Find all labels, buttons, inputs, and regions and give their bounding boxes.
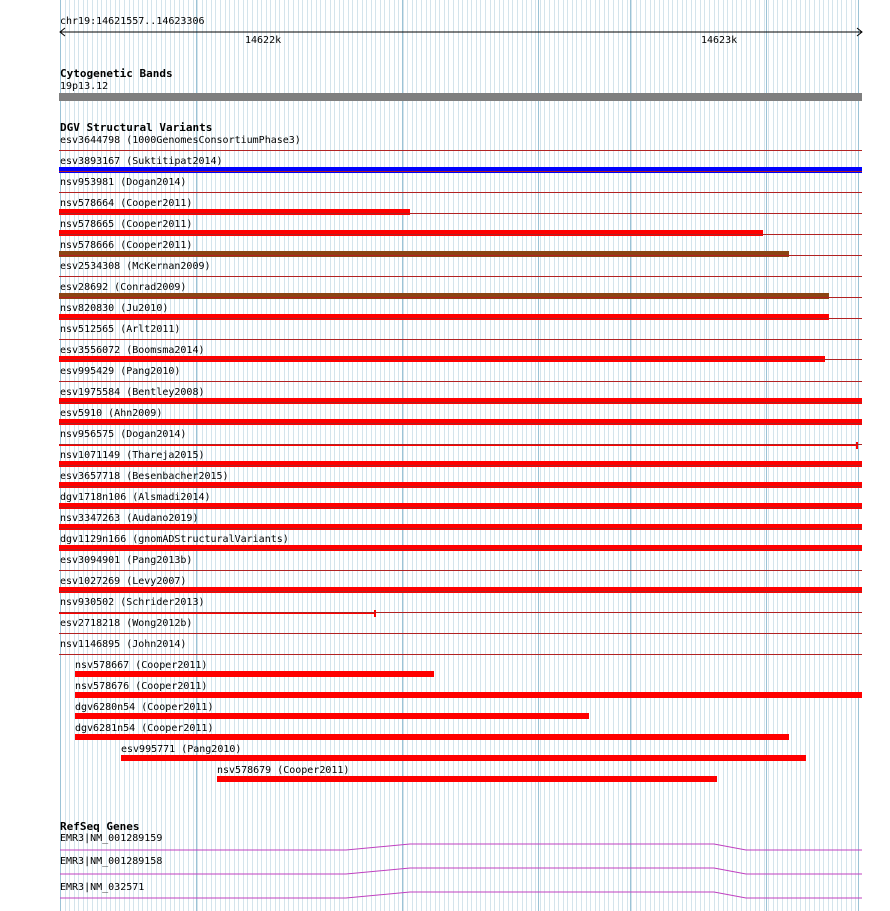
dgv-feature-label[interactable]: nsv578679 (Cooper2011) bbox=[217, 765, 350, 776]
dgv-feature-bar[interactable] bbox=[59, 230, 763, 236]
dgv-row-separator bbox=[59, 381, 862, 382]
refseq-track-title: RefSeq Genes bbox=[60, 820, 140, 833]
dgv-feature-bar[interactable] bbox=[59, 419, 862, 425]
dgv-row-separator bbox=[59, 570, 862, 571]
dgv-feature-bar[interactable] bbox=[75, 671, 434, 677]
dgv-feature-bar[interactable] bbox=[59, 167, 862, 173]
refseq-gene-label[interactable]: EMR3|NM_001289158 bbox=[60, 856, 163, 867]
dgv-feature-bar[interactable] bbox=[59, 545, 862, 551]
dgv-row-separator bbox=[59, 276, 862, 277]
dgv-feature-label[interactable]: esv2718218 (Wong2012b) bbox=[60, 618, 193, 629]
dgv-row-separator bbox=[59, 297, 862, 298]
dgv-feature-label[interactable]: dgv1718n106 (Alsmadi2014) bbox=[60, 492, 211, 503]
dgv-row-separator bbox=[59, 465, 862, 466]
dgv-feature-bar[interactable] bbox=[59, 398, 862, 404]
cytoband-track-title: Cytogenetic Bands bbox=[60, 67, 173, 80]
dgv-row-separator bbox=[59, 486, 862, 487]
dgv-feature-label[interactable]: esv3556072 (Boomsma2014) bbox=[60, 345, 205, 356]
dgv-row-separator bbox=[59, 402, 862, 403]
refseq-gene-label[interactable]: EMR3|NM_032571 bbox=[60, 882, 145, 893]
dgv-feature-label[interactable]: nsv956575 (Dogan2014) bbox=[60, 429, 187, 440]
refseq-gene-model[interactable] bbox=[56, 840, 866, 854]
dgv-feature-label[interactable]: esv5910 (Ahn2009) bbox=[60, 408, 163, 419]
dgv-row-separator bbox=[59, 234, 862, 235]
dgv-feature-label[interactable]: esv3644798 (1000GenomesConsortiumPhase3) bbox=[60, 135, 301, 146]
dgv-feature-bar[interactable] bbox=[59, 503, 862, 509]
ruler-tick-label: 14622k bbox=[245, 35, 282, 46]
dgv-feature-label[interactable]: esv3893167 (Suktitipat2014) bbox=[60, 156, 223, 167]
dgv-feature-label[interactable]: nsv578666 (Cooper2011) bbox=[60, 240, 193, 251]
dgv-feature-bar[interactable] bbox=[59, 251, 789, 257]
dgv-feature-label[interactable]: nsv930502 (Schrider2013) bbox=[60, 597, 205, 608]
refseq-gene-model[interactable] bbox=[56, 888, 866, 902]
dgv-row-separator bbox=[59, 444, 862, 445]
dgv-track-title: DGV Structural Variants bbox=[60, 121, 213, 134]
dgv-feature-label[interactable]: nsv578667 (Cooper2011) bbox=[75, 660, 208, 671]
dgv-feature-label[interactable]: nsv1146895 (John2014) bbox=[60, 639, 187, 650]
ruler-axis bbox=[56, 24, 866, 44]
ruler-location: chr19:14621557..14623306 bbox=[60, 16, 205, 27]
dgv-row-separator bbox=[59, 339, 862, 340]
dgv-feature-label[interactable]: esv995429 (Pang2010) bbox=[60, 366, 181, 377]
dgv-feature-bar[interactable] bbox=[59, 482, 862, 488]
dgv-row-separator bbox=[59, 150, 862, 151]
dgv-feature-bar[interactable] bbox=[59, 293, 829, 299]
dgv-feature-label[interactable]: esv1975584 (Bentley2008) bbox=[60, 387, 205, 398]
dgv-row-separator bbox=[59, 528, 862, 529]
dgv-feature-label[interactable]: dgv6281n54 (Cooper2011) bbox=[75, 723, 214, 734]
dgv-row-separator bbox=[59, 255, 862, 256]
cytoband-bar[interactable] bbox=[59, 93, 862, 101]
dgv-row-separator bbox=[59, 633, 862, 634]
dgv-feature-bar[interactable] bbox=[59, 461, 862, 467]
dgv-feature-label[interactable]: nsv512565 (Arlt2011) bbox=[60, 324, 181, 335]
dgv-feature-bar[interactable] bbox=[59, 209, 410, 215]
dgv-row-separator bbox=[59, 213, 862, 214]
dgv-row-separator bbox=[59, 591, 862, 592]
dgv-feature-label[interactable]: nsv578665 (Cooper2011) bbox=[60, 219, 193, 230]
dgv-feature-bar[interactable] bbox=[59, 524, 862, 530]
dgv-row-separator bbox=[59, 612, 862, 613]
dgv-row-separator bbox=[59, 423, 862, 424]
dgv-feature-bar[interactable] bbox=[75, 692, 862, 698]
dgv-feature-label[interactable]: esv1027269 (Levy2007) bbox=[60, 576, 187, 587]
refseq-gene-label[interactable]: EMR3|NM_001289159 bbox=[60, 833, 163, 844]
dgv-row-separator bbox=[59, 549, 862, 550]
dgv-feature-label[interactable]: esv995771 (Pang2010) bbox=[121, 744, 242, 755]
dgv-feature-label[interactable]: esv3094901 (Pang2013b) bbox=[60, 555, 193, 566]
dgv-row-separator bbox=[59, 192, 862, 193]
dgv-feature-label[interactable]: esv28692 (Conrad2009) bbox=[60, 282, 187, 293]
ruler-tick-label: 14623k bbox=[701, 35, 738, 46]
dgv-feature-bar[interactable] bbox=[59, 445, 857, 446]
dgv-feature-label[interactable]: dgv6280n54 (Cooper2011) bbox=[75, 702, 214, 713]
dgv-feature-label[interactable]: nsv1071149 (Thareja2015) bbox=[60, 450, 205, 461]
dgv-row-separator bbox=[59, 654, 862, 655]
dgv-feature-bar[interactable] bbox=[75, 734, 789, 740]
dgv-feature-bar[interactable] bbox=[217, 776, 717, 782]
dgv-feature-label[interactable]: nsv953981 (Dogan2014) bbox=[60, 177, 187, 188]
dgv-feature-bar[interactable] bbox=[59, 314, 829, 320]
refseq-gene-model[interactable] bbox=[56, 864, 866, 878]
dgv-feature-label[interactable]: nsv820830 (Ju2010) bbox=[60, 303, 169, 314]
dgv-feature-label[interactable]: esv2534308 (McKernan2009) bbox=[60, 261, 211, 272]
dgv-feature-label[interactable]: dgv1129n166 (gnomADStructuralVariants) bbox=[60, 534, 289, 545]
dgv-row-separator bbox=[59, 507, 862, 508]
cytoband-label: 19p13.12 bbox=[60, 81, 109, 92]
dgv-feature-label[interactable]: nsv3347263 (Audano2019) bbox=[60, 513, 199, 524]
dgv-row-separator bbox=[59, 171, 862, 172]
dgv-feature-bar[interactable] bbox=[59, 587, 862, 593]
dgv-feature-label[interactable]: nsv578664 (Cooper2011) bbox=[60, 198, 193, 209]
dgv-row-separator bbox=[59, 318, 862, 319]
dgv-feature-label[interactable]: nsv578676 (Cooper2011) bbox=[75, 681, 208, 692]
dgv-feature-bar[interactable] bbox=[75, 713, 589, 719]
dgv-feature-bar[interactable] bbox=[121, 755, 806, 761]
dgv-row-separator bbox=[59, 359, 862, 360]
dgv-feature-label[interactable]: esv3657718 (Besenbacher2015) bbox=[60, 471, 229, 482]
dgv-feature-bar[interactable] bbox=[59, 613, 375, 614]
